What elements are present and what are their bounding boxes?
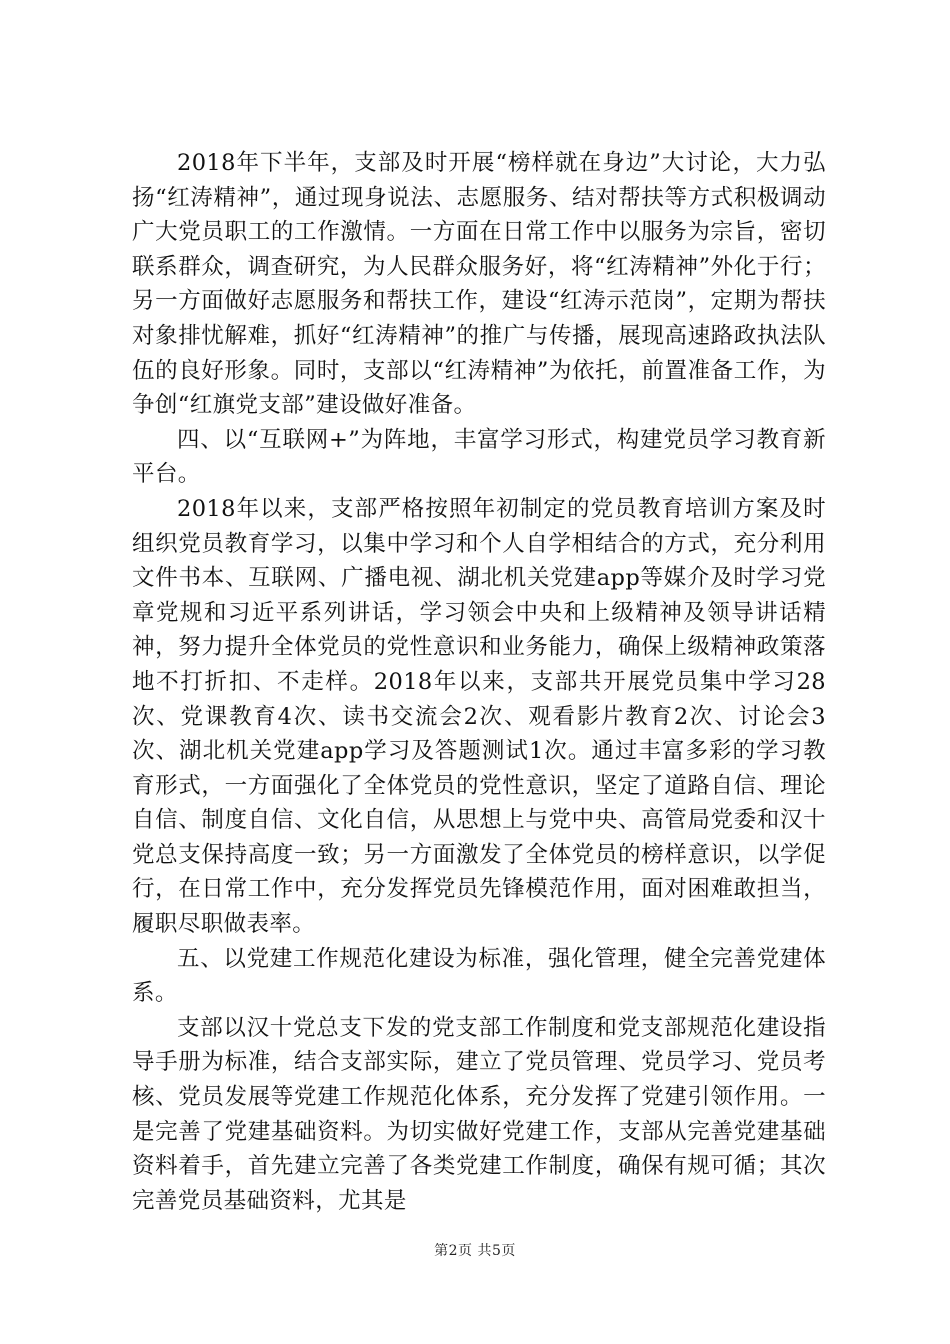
paragraph-role-model-discussion: 2018年下半年，支部及时开展“榜样就在身边”大讨论，大力弘扬“红涛精神”，通过现身说法、志愿服务、结对帮扶等方式积极调动广大党员职工的工作激情。一方面在日常工作中以服务为宗旨，密切联系群众，调查研究，为人民群众服务好，将“红涛精神”外化于行；另一方面做好志愿服务和帮扶工作，建设“红涛示范岗”，定期为帮扶对象排忧解难，抓好“红涛精神”的推广与传播，展现高速路政执法队伍的良好形象。同时，支部以“红涛精神”为依托，前置准备工作，为争创“红旗党支部”建设做好准备。 [132,150,826,419]
paragraph-study-education: 2018年以来，支部严格按照年初制定的党员教育培训方案及时组织党员教育学习，以集中学习和个人自学相结合的方式，充分利用文件书本、互联网、广播电视、湖北机关党建app等媒介及时学习党章党规和习近平系列讲话，学习领会中央和上级精神及领导讲话精神，努力提升全体党员的党性意识和业务能力，确保上级精神政策落地不打折扣、不走样。2018年以来，支部共开展党员集中学习28次、党课教育4次、读书交流会2次、观看影片教育2次、讨论会3次、湖北机关党建app学习及答题测试1次。通过丰富多彩的学习教育形式，一方面强化了全体党员的党性意识，坚定了道路自信、理论自信、制度自信、文化自信，从思想上与党中央、高管局党委和汉十党总支保持高度一致；另一方面激发了全体党员的榜样意识，以学促行，在日常工作中，充分发挥党员先锋模范作用，面对困难敢担当，履职尽职做表率。 [132,495,826,938]
section-heading-five: 五、以党建工作规范化建设为标准，强化管理，健全完善党建体系。 [132,945,826,1007]
document-body [132,146,826,1218]
page-footer: 第2页 共5页 [434,1243,516,1259]
paragraph-standardization: 支部以汉十党总支下发的党支部工作制度和党支部规范化建设指导手册为标准，结合支部实际，建立了党员管理、党员学习、党员考核、党员发展等党建工作规范化体系，充分发挥了党建引领作用。一是完善了党建基础资料。为切实做好党建工作，支部从完善党建基础资料着手，首先建立完善了各类党建工作制度，确保有规可循；其次完善党员基础资料，尤其是 [132,1014,826,1214]
section-heading-four: 四、以“互联网+”为阵地，丰富学习形式，构建党员学习教育新平台。 [132,426,826,488]
